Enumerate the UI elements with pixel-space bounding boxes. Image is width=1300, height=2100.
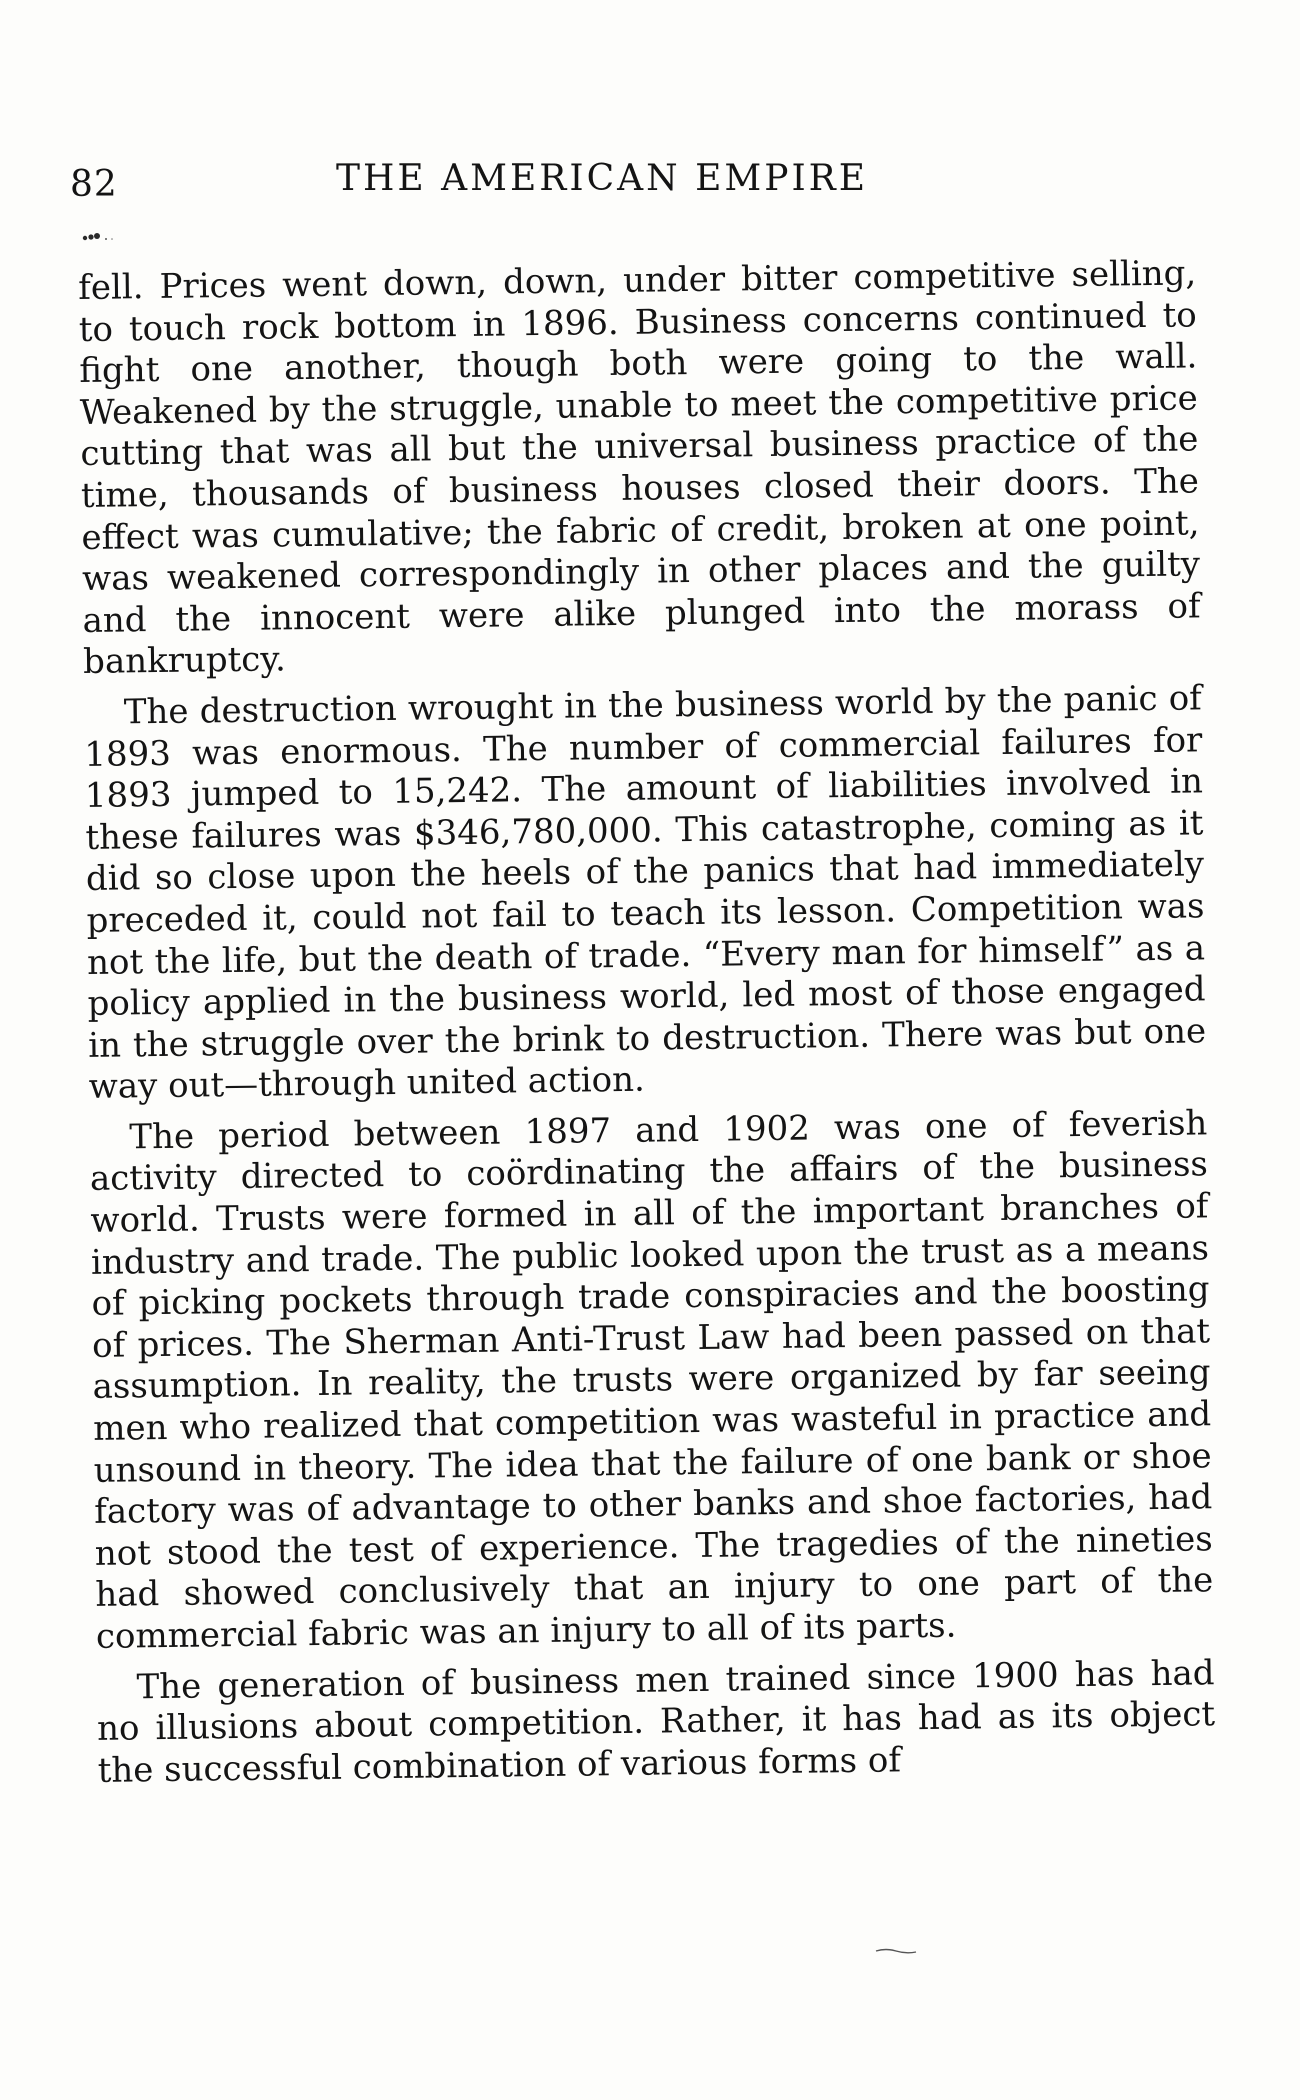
paragraph-generation: The generation of business men trained since 1900 has had no illusions about competition. Rather, it has had as its object the successful combination of various forms of — [96, 1652, 1216, 1791]
page-number: 82 — [70, 164, 118, 205]
paragraph-continued: fell. Prices went down, down, under bitter competitive selling, to touch rock bottom in 1896. Business concerns continued to fight one another, though both were going to the wall. Weakened by the struggle, unable to meet the competitive price cutting that was all but the universal business practice of the time, thousands of business houses closed their doors. The effect was cumulative; the fabric of credit, broken at one point, was weakened correspondingly in other places and the guilty and the innocent were alike plunged into the morass of bankruptcy. — [78, 253, 1201, 683]
paragraph-panic-of-1893: The destruction wrought in the business world by the panic of 1893 was enormous. The number of commercial failures for 1893 jumped to 15,242. The amount of liabilities involved in these failures was $346,780,000. This catastrophe, coming as it did so close upon the heels of the panics that had immediately preceded it, could not fail to teach its lesson. Competition was not the life, but the death of trade. “Every man for himself” as a policy applied in the business world, led most of those engaged in the struggle over the brink to destruction. There was but one way out—through united action. — [84, 678, 1207, 1108]
running-head: THE AMERICAN EMPIRE — [336, 158, 869, 199]
body-text — [78, 253, 1216, 1801]
ink-speck-mark — [874, 1947, 918, 1955]
ink-smudge-mark — [82, 232, 116, 242]
page-header — [70, 150, 1210, 210]
paragraph-trusts-period: The period between 1897 and 1902 was one of feverish activity directed to coördinating the affairs of the business world. Trusts were formed in all of the important branches of industry and trade. The public looked upon the trust as a means of picking pockets through trade conspiracies and the boosting of prices. The Sherman Anti-Trust Law had been passed on that assumption. In reality, the trusts were organized by far seeing men who realized that competition was wasteful in practice and unsound in theory. The idea that the failure of one bank or shoe factory was of advantage to other banks and shoe factories, had not stood the test of experience. The tragedies of the nineties had showed conclusively that an injury to one part of the commercial fabric was an injury to all of its parts. — [89, 1103, 1214, 1657]
